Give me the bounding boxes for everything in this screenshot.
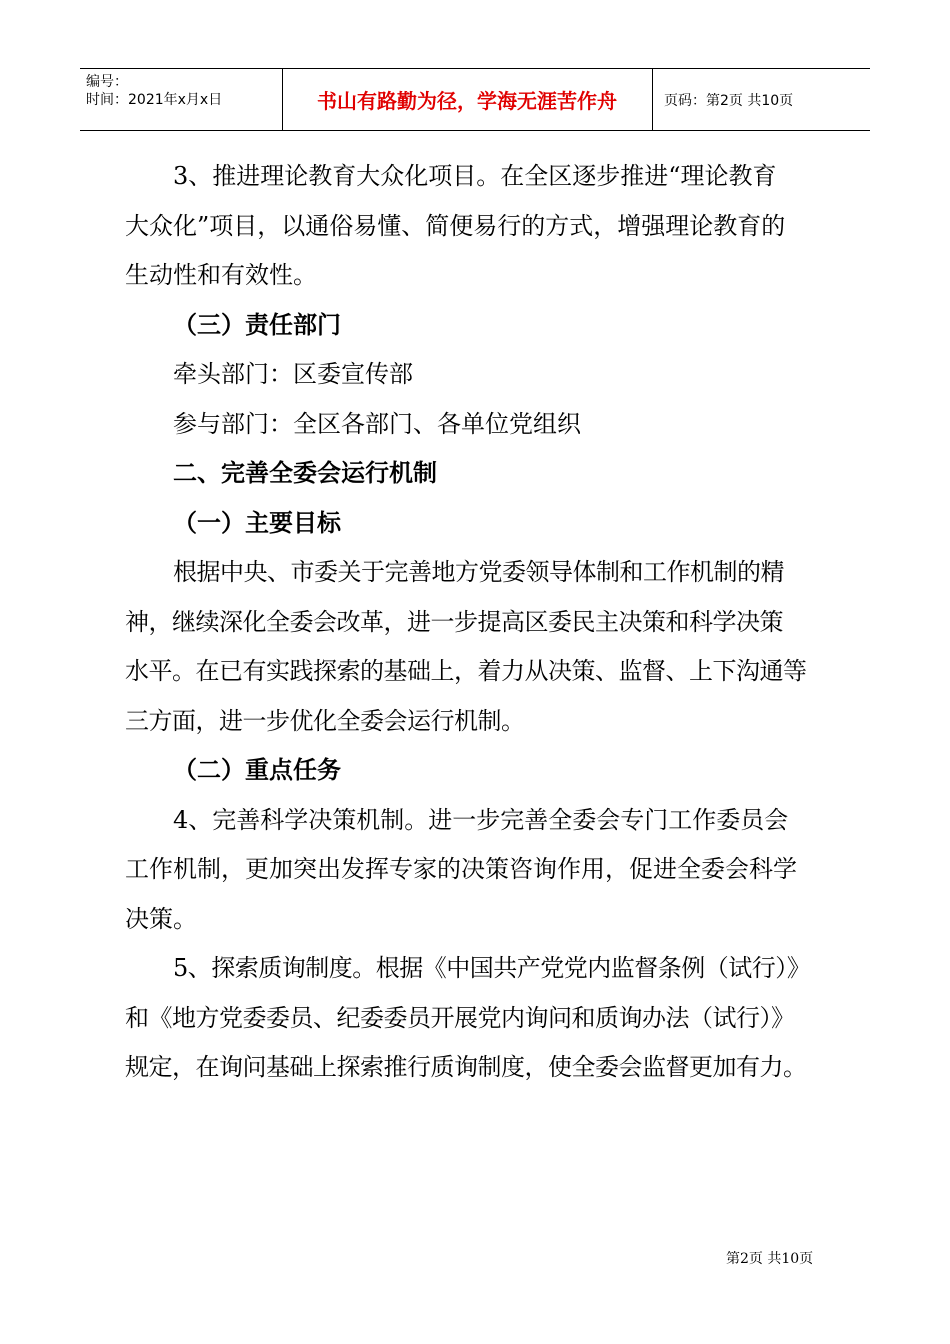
text-line: 三方面，进一步优化全委会运行机制。: [125, 706, 525, 735]
header-meta: [80, 69, 283, 130]
text-line: 神，继续深化全委会改革，进一步提高区委民主决策和科学决策: [125, 607, 783, 636]
text-line: 牵头部门：区委宣传部: [173, 360, 413, 388]
header-page-label: 页码：第2页 共10页: [664, 92, 794, 109]
paragraph-item-3: [125, 152, 830, 301]
participating-departments: [125, 400, 830, 450]
text-line: 5、探索质询制度。根据《中国共产党党内监督条例（试行）》: [173, 954, 811, 982]
text-line: 参与部门：全区各部门、各单位党组织: [173, 409, 581, 438]
text-line: 水平。在已有实践探索的基础上，着力从决策、监督、上下沟通等: [125, 657, 807, 685]
paragraph-goals: [125, 548, 830, 746]
text-line: 规定，在询问基础上探索推行质询制度，使全委会监督更加有力。: [125, 1053, 807, 1081]
time-label: 时间：2021年x月x日: [86, 92, 223, 108]
number-label: 编号：: [86, 74, 128, 90]
heading-section-2: 二、完善全委会运行机制: [173, 459, 437, 487]
text-line: 4、完善科学决策机制。进一步完善全委会专门工作委员会: [173, 805, 789, 834]
text-line: 和《地方党委委员、纪委委员开展党内询问和质询办法（试行）》: [125, 1003, 795, 1032]
paragraph-item-5: [125, 944, 830, 1093]
text-line: 工作机制，更加突出发挥专家的决策咨询作用，促进全委会科学: [125, 855, 797, 883]
document-body: [125, 152, 830, 1093]
lead-department: [125, 350, 830, 400]
header-motto: 书山有路勤为径，学海无涯苦作舟: [282, 69, 653, 130]
page-header: [80, 68, 870, 131]
text-line: 大众化”项目，以通俗易懂、简便易行的方式，增强理论教育的: [125, 211, 786, 240]
heading-tasks: （二）重点任务: [173, 756, 341, 784]
text-line: 决策。: [125, 904, 197, 933]
page-footer: 第2页 共10页: [726, 1251, 814, 1267]
heading-goals: （一）主要目标: [173, 508, 341, 537]
text-line: 根据中央、市委关于完善地方党委领导体制和工作机制的精: [173, 558, 784, 586]
heading-responsibility: （三）责任部门: [173, 310, 341, 339]
paragraph-item-4: [125, 796, 830, 945]
text-line: 生动性和有效性。: [125, 261, 317, 289]
text-line: 3、推进理论教育大众化项目。在全区逐步推进“理论教育: [173, 162, 777, 190]
